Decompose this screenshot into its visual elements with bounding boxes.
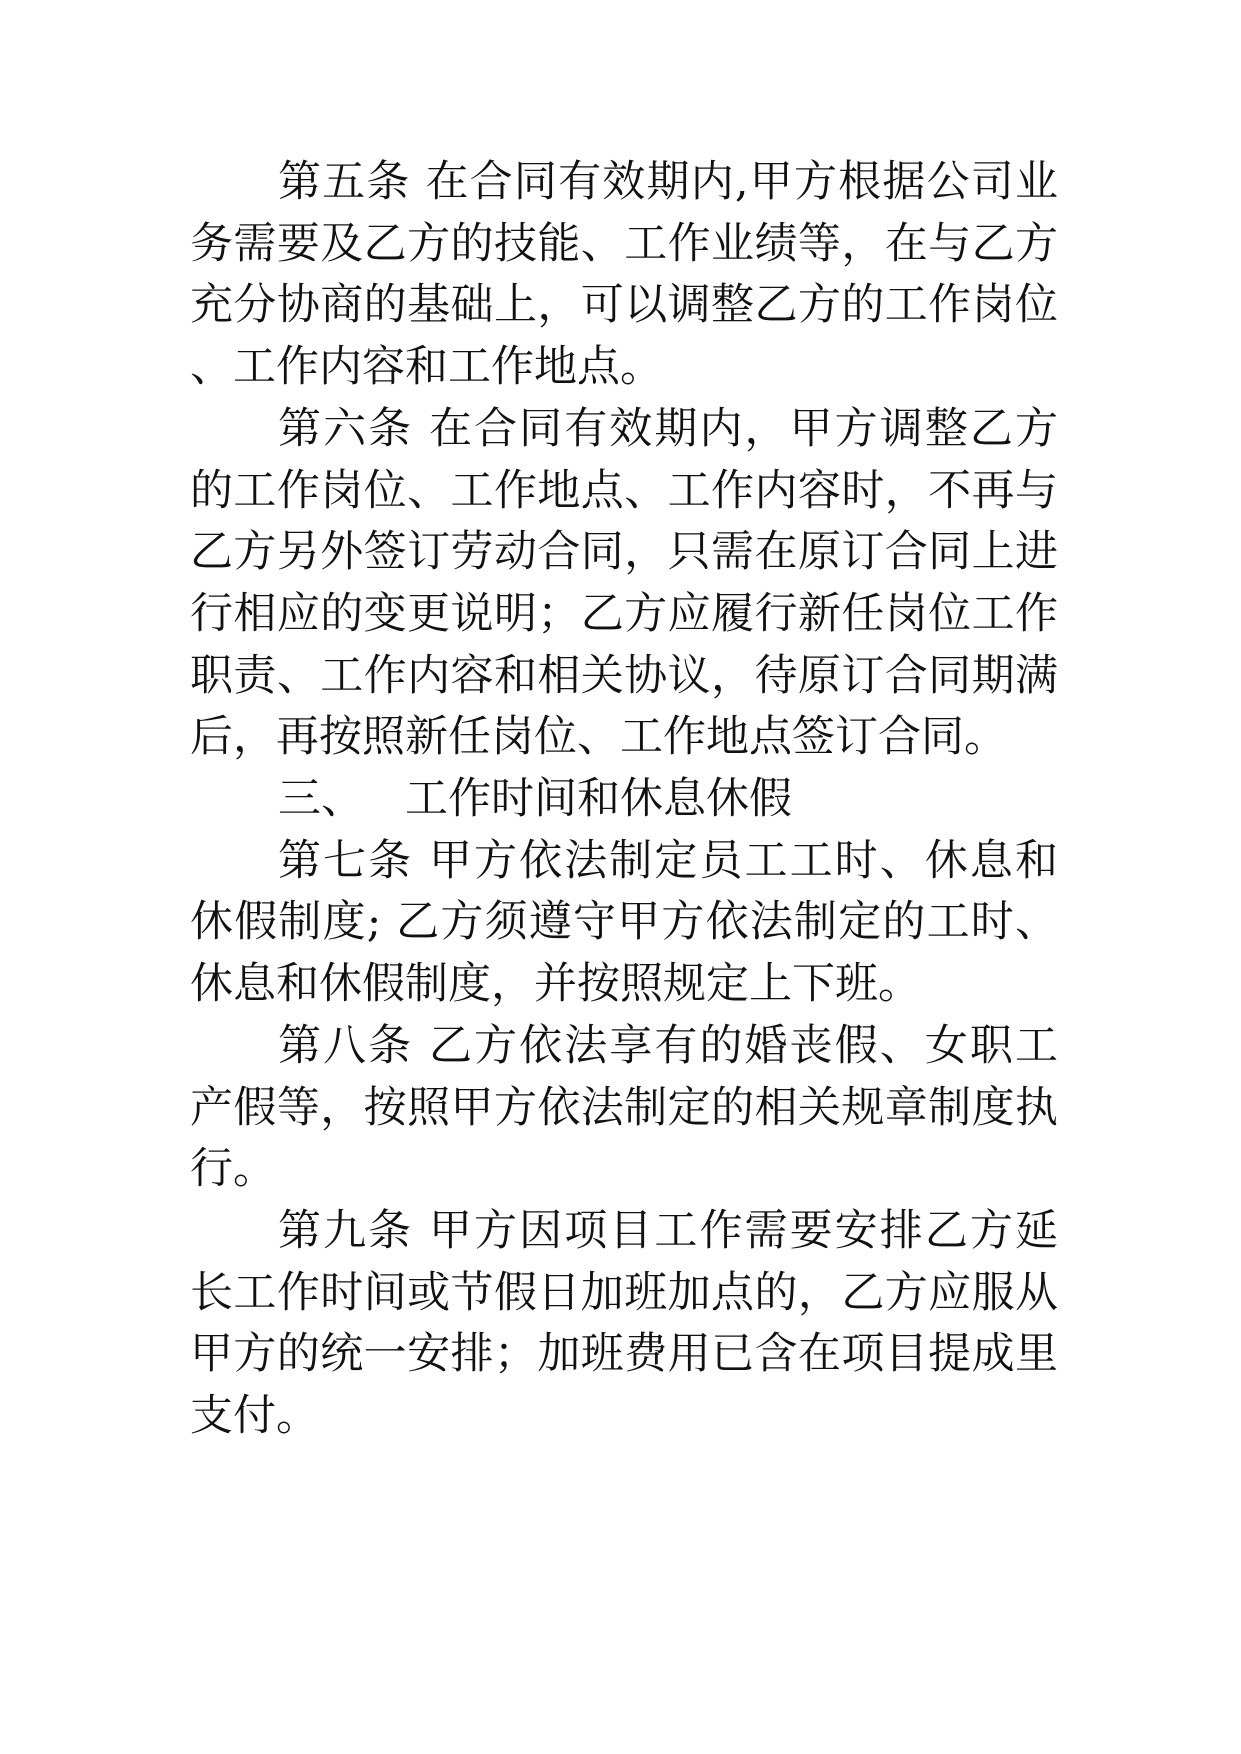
article-7-paragraph: 第七条 甲方依法制定员工工时、休息和休假制度; 乙方须遵守甲方依法制定的工时、休息和休假制度，并按照规定上下班。 (190, 835, 1058, 1010)
article-6-paragraph: 第六条 在合同有效期内，甲方调整乙方的工作岗位、工作地点、工作内容时，不再与乙方另外签订劳动合同，只需在原订合同上进行相应的变更说明；乙方应履行新任岗位工作职责、工作内容和相关协议，待原订合同期满后，再按照新任岗位、工作地点签订合同。 (190, 403, 1058, 763)
document-body (190, 152, 1058, 1448)
article-9-paragraph: 第九条 甲方因项目工作需要安排乙方延长工作时间或节假日加班加点的，乙方应服从甲方的统一安排；加班费用已含在项目提成里支付。 (190, 1205, 1058, 1442)
article-5-paragraph: 第五条 在合同有效期内,甲方根据公司业务需要及乙方的技能、工作业绩等，在与乙方充分协商的基础上，可以调整乙方的工作岗位、工作内容和工作地点。 (190, 157, 1058, 393)
article-8-paragraph: 第八条 乙方依法享有的婚丧假、女职工产假等，按照甲方依法制定的相关规章制度执行。 (190, 1020, 1058, 1195)
section-heading: 三、 工作时间和休息休假 (278, 774, 793, 825)
